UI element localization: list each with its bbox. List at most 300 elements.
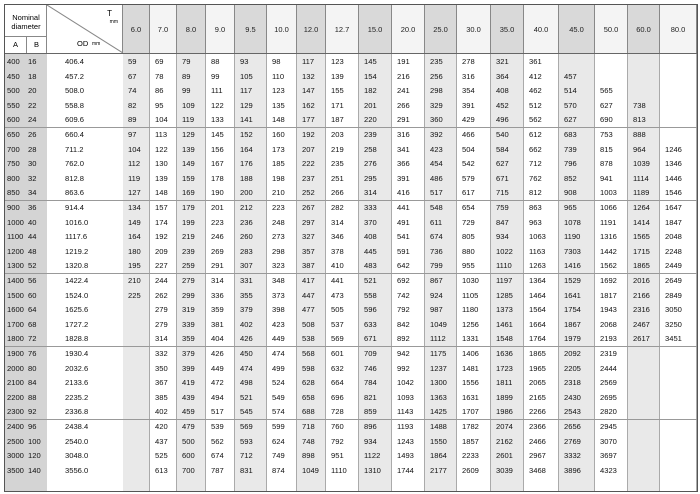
weight-cell: 329 bbox=[430, 100, 443, 110]
weight-cell: 1197 bbox=[496, 276, 513, 285]
weight-cell: 525 bbox=[155, 451, 168, 461]
weight-cell: 474 bbox=[240, 363, 253, 373]
weight-cell: 1556 bbox=[462, 378, 479, 388]
weight-cell: 145 bbox=[364, 57, 377, 66]
nominal-a-cell: 1600 bbox=[7, 305, 24, 315]
weight-cell: 119 bbox=[128, 173, 141, 183]
weight-cell: 3468 bbox=[529, 465, 546, 475]
weight-cell: 787 bbox=[211, 465, 224, 475]
outer-diameter-cell: 2336.8 bbox=[65, 407, 89, 417]
weight-cell: 1143 bbox=[397, 407, 414, 417]
weight-cell: 416 bbox=[397, 188, 410, 198]
weight-cell: 2266 bbox=[529, 407, 546, 417]
weight-cell: 941 bbox=[600, 173, 613, 183]
weight-cell: 955 bbox=[462, 261, 475, 271]
nominal-a-cell: 1400 bbox=[7, 276, 24, 285]
table-row bbox=[5, 318, 697, 331]
weight-cell bbox=[665, 113, 697, 126]
weight-cell: 417 bbox=[302, 276, 315, 285]
weight-cell: 1373 bbox=[496, 305, 513, 315]
weight-cell: 78 bbox=[155, 71, 164, 81]
weight-cell: 246 bbox=[211, 232, 224, 242]
weight-cell: 524 bbox=[272, 378, 285, 388]
weight-cell bbox=[633, 405, 660, 418]
weight-cell: 1461 bbox=[496, 319, 513, 329]
weight-cell: 2466 bbox=[529, 436, 546, 446]
weight-cell: 1406 bbox=[462, 349, 479, 358]
weight-cell: 1285 bbox=[496, 290, 513, 300]
weight-cell: 1114 bbox=[633, 173, 649, 183]
table-header bbox=[5, 5, 697, 53]
nominal-b-cell: 22 bbox=[28, 100, 37, 110]
weight-cell: 157 bbox=[155, 203, 168, 212]
outer-diameter-cell: 1524.0 bbox=[65, 290, 89, 300]
weight-cell: 612 bbox=[529, 130, 542, 139]
weight-cell: 521 bbox=[364, 276, 377, 285]
weight-cell: 262 bbox=[155, 290, 168, 300]
weight-cell: 459 bbox=[182, 407, 195, 417]
weight-cell: 2016 bbox=[633, 276, 650, 285]
nominal-b-cell: 48 bbox=[28, 246, 37, 256]
weight-cell: 888 bbox=[633, 130, 646, 139]
weight-cell: 1256 bbox=[462, 319, 479, 329]
weight-cell: 332 bbox=[155, 349, 168, 358]
weight-cell: 129 bbox=[182, 130, 195, 139]
weight-cell: 3697 bbox=[600, 451, 617, 461]
weight-cell: 1865 bbox=[633, 261, 650, 271]
weight-cell: 574 bbox=[272, 407, 285, 417]
weight-cell: 494 bbox=[211, 392, 224, 402]
nominal-a-cell: 1700 bbox=[7, 319, 24, 329]
weight-cell: 486 bbox=[430, 173, 443, 183]
weight-cell: 299 bbox=[182, 290, 195, 300]
table-row bbox=[5, 420, 697, 433]
weight-cell: 718 bbox=[302, 422, 315, 431]
outer-diameter-cell: 1016.0 bbox=[65, 217, 89, 227]
weight-cell: 584 bbox=[496, 144, 509, 154]
weight-cell: 878 bbox=[600, 159, 613, 169]
weight-cell: 739 bbox=[564, 144, 577, 154]
weight-cell: 2233 bbox=[462, 451, 479, 461]
weight-cell: 514 bbox=[564, 86, 577, 96]
weight-cell: 562 bbox=[529, 115, 542, 125]
weight-cell: 3250 bbox=[665, 319, 682, 329]
weight-cell: 323 bbox=[272, 261, 285, 271]
outer-diameter-cell: 914.4 bbox=[65, 203, 85, 212]
weight-cell: 207 bbox=[302, 144, 315, 154]
weight-cell: 593 bbox=[240, 436, 253, 446]
weight-cell: 1066 bbox=[600, 203, 617, 212]
thickness-header-0: 6.0 bbox=[123, 5, 150, 53]
weight-cell: 562 bbox=[211, 436, 224, 446]
weight-cell: 658 bbox=[302, 392, 315, 402]
table-row bbox=[5, 172, 697, 185]
weight-cell: 1093 bbox=[397, 392, 414, 402]
weight-cell: 2695 bbox=[600, 392, 617, 402]
table-row bbox=[5, 332, 697, 345]
weight-cell: 123 bbox=[331, 57, 344, 66]
weight-cell: 815 bbox=[600, 144, 613, 154]
weight-cell: 391 bbox=[397, 173, 410, 183]
weight-cell: 799 bbox=[430, 261, 443, 271]
weight-cell: 216 bbox=[397, 71, 410, 81]
weight-cell: 173 bbox=[272, 144, 285, 154]
thickness-header-12: 35.0 bbox=[491, 5, 524, 53]
weight-cell: 2165 bbox=[529, 392, 546, 402]
thickness-header-15: 50.0 bbox=[595, 5, 628, 53]
weight-cell: 2967 bbox=[529, 451, 546, 461]
weight-cell: 1715 bbox=[633, 246, 650, 256]
weight-cell: 252 bbox=[302, 188, 315, 198]
table-row bbox=[5, 157, 697, 170]
nominal-b-cell: 36 bbox=[28, 203, 37, 212]
od-unit: mm bbox=[92, 41, 101, 47]
weight-cell: 327 bbox=[302, 232, 315, 242]
weight-cell: 199 bbox=[182, 217, 195, 227]
weight-cell: 452 bbox=[496, 100, 509, 110]
weight-cell: 628 bbox=[302, 378, 315, 388]
weight-cell: 558 bbox=[364, 290, 377, 300]
weight-cell: 1446 bbox=[665, 173, 682, 183]
weight-cell: 1764 bbox=[529, 334, 546, 344]
weight-cell: 187 bbox=[331, 115, 344, 125]
nominal-b-cell: 18 bbox=[28, 71, 37, 81]
nominal-a-cell: 1300 bbox=[7, 261, 24, 271]
weight-cell: 709 bbox=[364, 349, 377, 358]
nominal-a-cell: 2300 bbox=[7, 407, 24, 417]
table-row bbox=[5, 391, 697, 404]
weight-cell: 611 bbox=[430, 217, 443, 227]
weight-cell: 398 bbox=[272, 305, 285, 315]
weight-cell: 364 bbox=[496, 71, 509, 81]
weight-cell: 517 bbox=[430, 188, 443, 198]
weight-cell: 753 bbox=[600, 130, 613, 139]
weight-cell: 1864 bbox=[430, 451, 447, 461]
weight-cell: 149 bbox=[128, 217, 141, 227]
table-row bbox=[5, 259, 697, 272]
table-row bbox=[5, 376, 697, 389]
weight-cell: 2048 bbox=[665, 232, 682, 242]
weight-cell: 209 bbox=[155, 246, 168, 256]
weight-cell: 269 bbox=[211, 246, 224, 256]
weight-cell: 539 bbox=[211, 422, 224, 431]
weight-cell: 297 bbox=[302, 217, 315, 227]
outer-diameter-cell: 406.4 bbox=[65, 57, 85, 66]
weight-cell: 235 bbox=[430, 57, 443, 66]
weight-cell: 357 bbox=[302, 246, 315, 256]
weight-cell: 339 bbox=[182, 319, 195, 329]
weight-cell: 674 bbox=[430, 232, 443, 242]
weight-cell: 847 bbox=[496, 217, 509, 227]
outer-diameter-cell: 508.0 bbox=[65, 86, 85, 96]
weight-cell: 2162 bbox=[496, 436, 513, 446]
weight-cell bbox=[128, 376, 150, 389]
nominal-b-cell: 52 bbox=[28, 261, 37, 271]
thickness-header-9: 20.0 bbox=[392, 5, 425, 53]
weight-cell: 174 bbox=[155, 217, 168, 227]
weight-cell: 569 bbox=[240, 422, 253, 431]
weight-cell: 279 bbox=[155, 319, 168, 329]
weight-cell: 1180 bbox=[462, 305, 479, 315]
weight-cell: 2205 bbox=[564, 363, 581, 373]
weight-cell: 805 bbox=[462, 232, 475, 242]
weight-cell: 627 bbox=[564, 115, 577, 125]
weight-cell: 569 bbox=[331, 334, 344, 344]
col-b-label: B bbox=[33, 40, 39, 49]
weight-cell: 712 bbox=[240, 451, 253, 461]
weight-cell bbox=[665, 376, 697, 389]
weight-cell: 222 bbox=[302, 159, 315, 169]
weight-cell: 291 bbox=[397, 115, 410, 125]
weight-cell: 1481 bbox=[462, 363, 479, 373]
weight-cell: 314 bbox=[155, 334, 168, 344]
weight-cell: 236 bbox=[240, 217, 253, 227]
weight-cell: 1110 bbox=[331, 465, 347, 475]
weight-cell: 379 bbox=[182, 349, 195, 358]
weight-cell: 1193 bbox=[397, 422, 414, 431]
weight-cell: 3451 bbox=[665, 334, 682, 344]
nominal-a-cell: 1100 bbox=[7, 232, 24, 242]
weight-cell: 88 bbox=[211, 57, 220, 66]
weight-cell: 852 bbox=[564, 173, 577, 183]
weight-cell: 237 bbox=[302, 173, 315, 183]
outer-diameter-cell: 3048.0 bbox=[65, 451, 89, 461]
weight-cell: 192 bbox=[302, 130, 315, 139]
table-row bbox=[5, 405, 697, 418]
weight-cell: 1364 bbox=[529, 276, 546, 285]
weight-cell: 1550 bbox=[430, 436, 447, 446]
weight-cell: 180 bbox=[128, 246, 141, 256]
nominal-b-cell: 24 bbox=[28, 115, 37, 125]
weight-cell: 2601 bbox=[496, 451, 513, 461]
weight-cell bbox=[633, 347, 660, 360]
weight-cell: 715 bbox=[496, 188, 509, 198]
weight-cell: 1965 bbox=[529, 363, 546, 373]
weight-cell: 1175 bbox=[430, 349, 447, 358]
weight-cell: 1049 bbox=[302, 465, 319, 475]
weight-cell: 171 bbox=[331, 100, 344, 110]
nominal-a-cell: 400 bbox=[7, 57, 20, 66]
weight-cell bbox=[665, 347, 697, 360]
weight-cell: 671 bbox=[496, 173, 509, 183]
weight-cell: 964 bbox=[633, 144, 646, 154]
weight-cell: 1316 bbox=[600, 232, 617, 242]
table-row bbox=[5, 464, 697, 477]
outer-diameter-cell: 1625.6 bbox=[65, 305, 89, 315]
weight-cell: 279 bbox=[182, 276, 195, 285]
weight-cell: 152 bbox=[240, 130, 253, 139]
weight-cell: 2820 bbox=[600, 407, 617, 417]
nominal-a-cell: 500 bbox=[7, 86, 20, 96]
table-row bbox=[5, 186, 697, 199]
weight-cell: 1493 bbox=[397, 451, 414, 461]
nominal-b-cell: 72 bbox=[28, 334, 37, 344]
nominal-b-cell: 30 bbox=[28, 159, 37, 169]
weight-cell: 696 bbox=[331, 392, 344, 402]
table-row bbox=[5, 84, 697, 97]
weight-cell: 504 bbox=[462, 144, 475, 154]
weight-cell: 2177 bbox=[430, 465, 447, 475]
weight-cell: 474 bbox=[272, 349, 285, 358]
weight-cell: 987 bbox=[430, 305, 443, 315]
table-row bbox=[5, 128, 697, 141]
weight-cell: 1425 bbox=[430, 407, 447, 417]
table-row bbox=[5, 274, 697, 287]
weight-cell: 2543 bbox=[564, 407, 581, 417]
weight-cell: 601 bbox=[331, 349, 344, 358]
outer-diameter-cell: 1219.2 bbox=[65, 246, 89, 256]
weight-cell: 2609 bbox=[462, 465, 479, 475]
weight-cell: 429 bbox=[462, 115, 475, 125]
weight-cell: 1723 bbox=[496, 363, 513, 373]
weight-cell: 2449 bbox=[665, 261, 682, 271]
weight-cell: 203 bbox=[331, 130, 344, 139]
weight-cell: 541 bbox=[397, 232, 410, 242]
weight-cell: 896 bbox=[364, 422, 377, 431]
weight-cell: 399 bbox=[182, 363, 195, 373]
weight-cell: 3070 bbox=[600, 436, 617, 446]
weight-cell: 160 bbox=[272, 130, 285, 139]
weight-cell: 361 bbox=[529, 57, 542, 66]
weight-cell: 219 bbox=[182, 232, 195, 242]
weight-cell: 449 bbox=[211, 363, 224, 373]
weight-cell: 149 bbox=[182, 159, 195, 169]
weight-cell: 1986 bbox=[496, 407, 513, 417]
weight-cell: 1263 bbox=[529, 261, 546, 271]
weight-cell: 2769 bbox=[564, 436, 581, 446]
weight-cell: 314 bbox=[331, 217, 344, 227]
weight-cell: 93 bbox=[240, 57, 249, 66]
weight-cell: 674 bbox=[211, 451, 224, 461]
weight-cell: 164 bbox=[240, 144, 253, 154]
weight-cell: 99 bbox=[211, 71, 220, 81]
weight-cell: 241 bbox=[397, 86, 410, 96]
weight-cell: 127 bbox=[128, 188, 141, 198]
weight-cell: 2444 bbox=[600, 363, 617, 373]
weight-cell: 185 bbox=[272, 159, 285, 169]
weight-cell: 260 bbox=[240, 232, 253, 242]
weight-cell: 2467 bbox=[633, 319, 650, 329]
weight-cell: 104 bbox=[155, 115, 168, 125]
weight-cell: 1562 bbox=[600, 261, 617, 271]
weight-cell: 266 bbox=[331, 188, 344, 198]
weight-cell: 201 bbox=[364, 100, 377, 110]
weight-cell: 692 bbox=[397, 276, 410, 285]
weight-cell: 662 bbox=[529, 144, 542, 154]
weight-cell: 109 bbox=[182, 100, 195, 110]
nominal-a-cell: 1900 bbox=[7, 349, 24, 358]
weight-cell: 89 bbox=[128, 115, 137, 125]
weight-cell: 223 bbox=[272, 203, 285, 212]
weight-cell: 420 bbox=[155, 422, 168, 431]
table-row bbox=[5, 245, 697, 258]
weight-cell: 239 bbox=[182, 246, 195, 256]
nominal-a-cell: 900 bbox=[7, 203, 20, 212]
weight-cell: 2193 bbox=[600, 334, 617, 344]
thickness-header-16: 60.0 bbox=[628, 5, 660, 53]
weight-cell: 333 bbox=[364, 203, 377, 212]
weight-cell: 664 bbox=[331, 378, 344, 388]
weight-cell: 462 bbox=[529, 86, 542, 96]
nominal-b-cell: 56 bbox=[28, 276, 37, 285]
weight-cell: 295 bbox=[364, 173, 377, 183]
weight-cell: 1865 bbox=[529, 349, 546, 358]
weight-cell: 1246 bbox=[665, 144, 682, 154]
weight-cell: 123 bbox=[272, 86, 285, 96]
weight-cell: 282 bbox=[331, 203, 344, 212]
weight-cell: 298 bbox=[430, 86, 443, 96]
weight-cell bbox=[128, 362, 150, 375]
weight-cell: 1105 bbox=[462, 290, 479, 300]
nominal-b-cell: 26 bbox=[28, 130, 37, 139]
weight-cell: 2649 bbox=[665, 276, 682, 285]
outer-diameter-cell: 1117.6 bbox=[65, 232, 88, 242]
nominal-b-cell: 76 bbox=[28, 349, 37, 358]
weight-cell: 1110 bbox=[496, 261, 512, 271]
weight-cell: 545 bbox=[240, 407, 253, 417]
weight-cell: 445 bbox=[364, 246, 377, 256]
weight-cell: 624 bbox=[272, 436, 285, 446]
weight-cell: 924 bbox=[430, 290, 443, 300]
outer-diameter-cell: 1422.4 bbox=[65, 276, 89, 285]
weight-cell: 598 bbox=[302, 363, 315, 373]
weight-cell: 258 bbox=[364, 144, 377, 154]
nominal-b-cell: 88 bbox=[28, 392, 37, 402]
weight-cell: 3332 bbox=[564, 451, 581, 461]
weight-cell: 7303 bbox=[564, 246, 581, 256]
weight-cell: 2656 bbox=[564, 422, 581, 431]
weight-cell: 59 bbox=[128, 57, 137, 66]
weight-cell: 812 bbox=[529, 188, 542, 198]
nominal-a-cell: 450 bbox=[7, 71, 20, 81]
weight-cell: 74 bbox=[128, 86, 137, 96]
weight-cell: 169 bbox=[182, 188, 195, 198]
weight-cell: 951 bbox=[331, 451, 344, 461]
nominal-a-cell: 800 bbox=[7, 173, 20, 183]
weight-cell: 2092 bbox=[564, 349, 581, 358]
weight-cell bbox=[633, 435, 660, 448]
weight-cell: 148 bbox=[155, 188, 168, 198]
weight-cell: 613 bbox=[155, 465, 168, 475]
weight-cell: 472 bbox=[211, 378, 224, 388]
weight-cell: 1847 bbox=[665, 217, 682, 227]
table-row bbox=[5, 70, 697, 83]
table-row bbox=[5, 449, 697, 462]
weight-cell: 359 bbox=[211, 305, 224, 315]
nominal-a-cell: 650 bbox=[7, 130, 20, 139]
weight-cell: 738 bbox=[633, 100, 646, 110]
weight-cell: 642 bbox=[397, 261, 410, 271]
weight-cell: 992 bbox=[397, 363, 410, 373]
weight-cell: 156 bbox=[211, 144, 224, 154]
weight-cell: 565 bbox=[600, 86, 613, 96]
weight-cell: 441 bbox=[331, 276, 344, 285]
col-a-label: A bbox=[12, 40, 18, 49]
weight-cell bbox=[600, 55, 628, 68]
nominal-a-cell: 1500 bbox=[7, 290, 24, 300]
weight-cell: 130 bbox=[155, 159, 168, 169]
weight-cell: 141 bbox=[240, 115, 253, 125]
weight-cell: 700 bbox=[182, 465, 195, 475]
weight-cell: 251 bbox=[331, 173, 344, 183]
weight-cell: 683 bbox=[564, 130, 577, 139]
weight-cell: 410 bbox=[331, 261, 344, 271]
weight-cell: 499 bbox=[272, 363, 285, 373]
weight-cell: 314 bbox=[211, 276, 224, 285]
weight-cell: 1664 bbox=[529, 319, 546, 329]
weight-cell: 117 bbox=[302, 57, 315, 66]
nominal-a-cell: 1800 bbox=[7, 334, 24, 344]
